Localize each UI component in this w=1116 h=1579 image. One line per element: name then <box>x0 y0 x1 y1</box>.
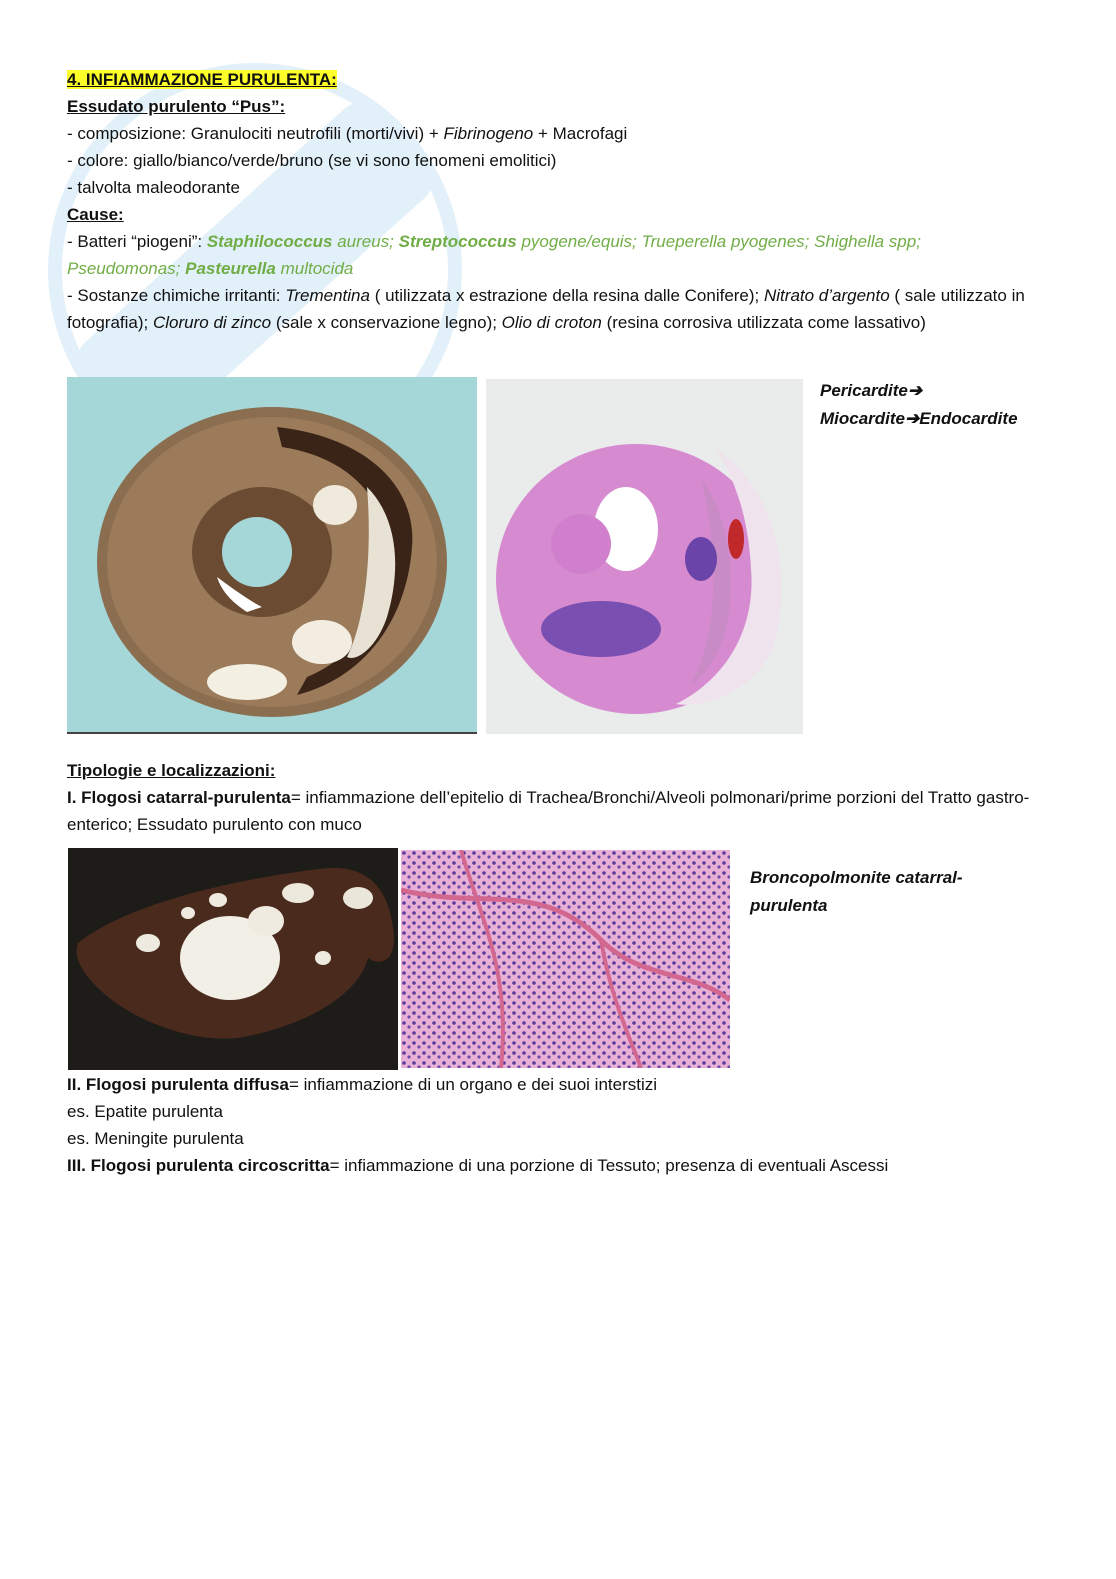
composition-line: - composizione: Granulociti neutrofili (morti/vivi) + Fibrinogeno + Macrofagi <box>67 124 628 143</box>
color-line: - colore: giallo/bianco/verde/bruno (se vi sono fenomeni emolitici) <box>67 151 557 170</box>
arrow-right-icon: ➔ <box>905 409 920 428</box>
heart-gross-photo <box>67 377 477 734</box>
odor-line: - talvolta maleodorante <box>67 178 240 197</box>
document-body <box>67 66 1057 336</box>
bacteria-line-2: Pseudomonas; Pasteurella multocida <box>67 259 354 278</box>
pus-heading: Essudato purulento “Pus”: <box>67 97 286 116</box>
section-title: 4. INFIAMMAZIONE PURULENTA: <box>67 70 337 89</box>
heart-caption: Pericardite➔ Miocardite➔Endocardite <box>820 377 1060 433</box>
bacteria-line: - Batteri “piogeni”: Staphilococcus aureus; Streptococcus pyogene/equis; Trueperella pyogenes; Shighella spp; <box>67 232 921 251</box>
types-section <box>67 757 1057 838</box>
type-2-line: II. Flogosi purulenta diffusa= infiammazione di un organo e dei suoi interstizi <box>67 1075 658 1094</box>
lung-histology-image <box>401 850 730 1068</box>
cause-heading: Cause: <box>67 205 124 224</box>
lower-section <box>67 1071 1057 1179</box>
heart-histology-image <box>486 379 803 734</box>
example-1: es. Epatite purulenta <box>67 1102 223 1121</box>
type-3-line: III. Flogosi purulenta circoscritta= infiammazione di una porzione di Tessuto; presenza di eventuali Ascessi <box>67 1156 889 1175</box>
chemicals-paragraph: - Sostanze chimiche irritanti: Trementina ( utilizzata x estrazione della resina dalle Conifere); Nitrato d’argento ( sale utilizzato in fotografia); Cloruro di zinco (sale x conservazione legno); Olio di croton (resina corrosiva utilizzata come lassativo) <box>67 286 1025 332</box>
types-heading: Tipologie e localizzazioni: <box>67 761 276 780</box>
lung-caption: Broncopolmonite catarral- purulenta <box>750 868 963 915</box>
lung-gross-photo <box>68 848 398 1070</box>
type-1-paragraph: I. Flogosi catarral-purulenta= infiammazione dell’epitelio di Trachea/Bronchi/Alveoli polmonari/prime porzioni del Tratto gastro-enterico; Essudato purulento con muco <box>67 788 1030 834</box>
arrow-right-icon: ➔ <box>907 381 923 400</box>
example-2: es. Meningite purulenta <box>67 1129 244 1148</box>
